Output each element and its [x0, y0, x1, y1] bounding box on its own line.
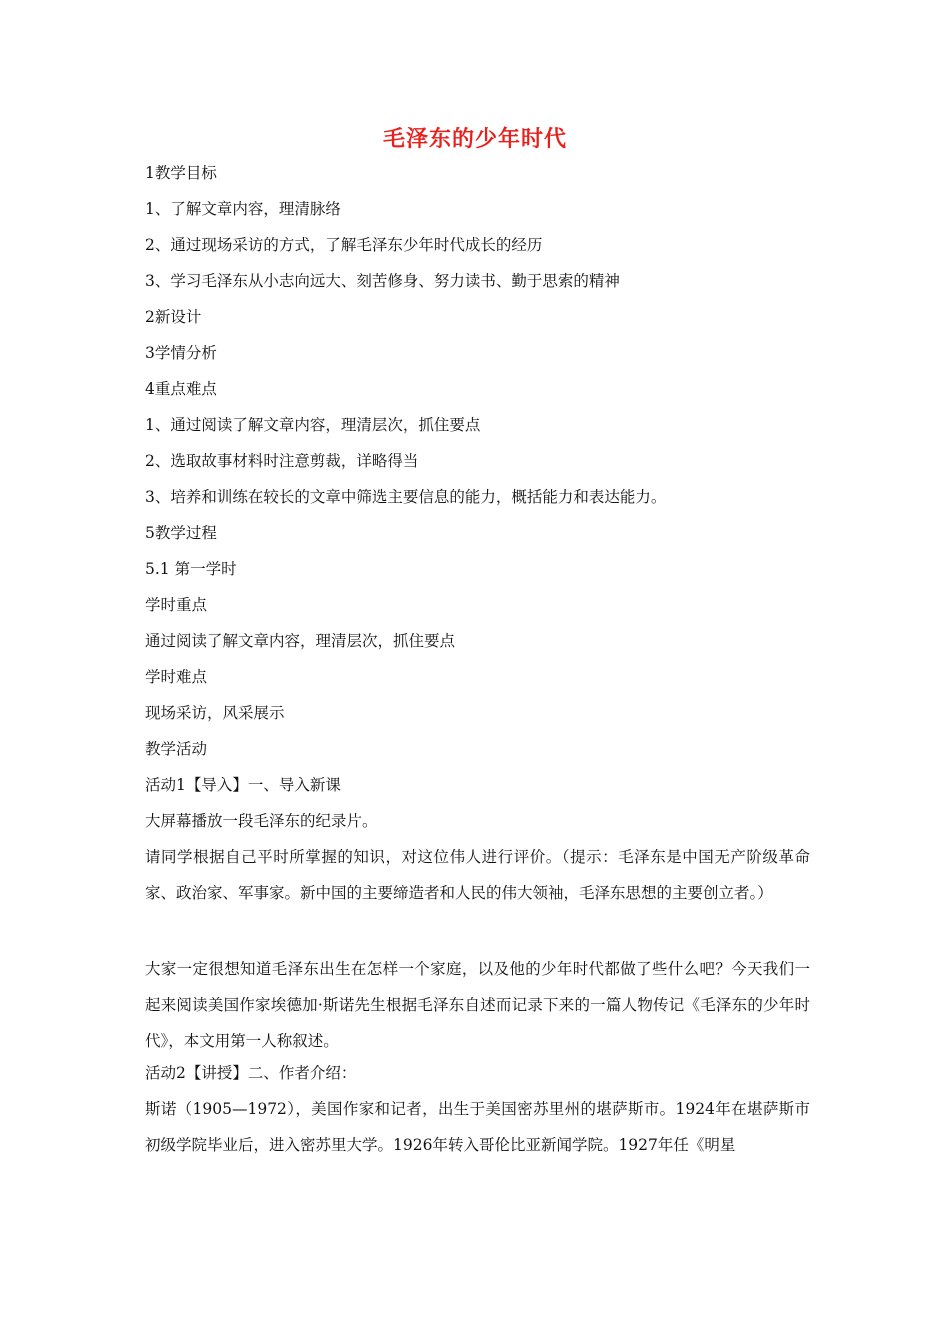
label-teaching-activities: 教学活动	[145, 740, 208, 758]
label-lesson-focus: 学时重点	[145, 596, 208, 614]
heading-lesson-1: 5.1 第一学时	[145, 560, 237, 578]
heading-key-points: 4重点难点	[145, 380, 217, 398]
key-point-2: 2、选取故事材料时注意剪裁，详略得当	[145, 452, 419, 470]
heading-process: 5教学过程	[145, 524, 217, 542]
goal-item-2: 2、通过现场采访的方式，了解毛泽东少年时代成长的经历	[145, 236, 543, 254]
lesson-focus-text: 通过阅读了解文章内容，理清层次，抓住要点	[145, 632, 456, 650]
document-title: 毛泽东的少年时代	[382, 127, 567, 152]
goal-item-3: 3、学习毛泽东从小志向远大、刻苦修身、努力读书、勤于思索的精神	[145, 272, 620, 290]
paragraph-introduction: 大家一定很想知道毛泽东出生在怎样一个家庭，以及他的少年时代都做了些什么吧？今天我们一起来阅读美国作家埃德加·斯诺先生根据毛泽东自述而记录下来的一篇人物传记《毛泽东的少年时代》，本文用第一人称叙述。	[145, 960, 810, 1050]
heading-teaching-goals: 1教学目标	[145, 164, 217, 182]
heading-analysis: 3学情分析	[145, 344, 217, 362]
paragraph-author: 斯诺（1905—1972），美国作家和记者，出生于美国密苏里州的堪萨斯市。1924年在堪萨斯市初级学院毕业后，进入密苏里大学。1926年转入哥伦比亚新闻学院。1927年任《明星	[145, 1100, 810, 1154]
activity-1-text: 大屏幕播放一段毛泽东的纪录片。	[145, 812, 378, 830]
activity-2-heading: 活动2【讲授】二、作者介绍：	[145, 1064, 357, 1082]
key-point-3: 3、培养和训练在较长的文章中筛选主要信息的能力，概括能力和表达能力。	[145, 488, 667, 506]
goal-item-1: 1、了解文章内容，理清脉络	[145, 200, 341, 218]
heading-new-design: 2新设计	[145, 308, 202, 326]
paragraph-evaluation: 请同学根据自己平时所掌握的知识，对这位伟人进行评价。（提示：毛泽东是中国无产阶级革命家、政治家、军事家。新中国的主要缔造者和人民的伟大领袖，毛泽东思想的主要创立者。）	[145, 848, 810, 902]
label-lesson-difficulty: 学时难点	[145, 668, 208, 686]
key-point-1: 1、通过阅读了解文章内容，理清层次，抓住要点	[145, 416, 481, 434]
lesson-difficulty-text: 现场采访，风采展示	[145, 704, 285, 722]
activity-1-heading: 活动1【导入】一、导入新课	[145, 776, 341, 794]
